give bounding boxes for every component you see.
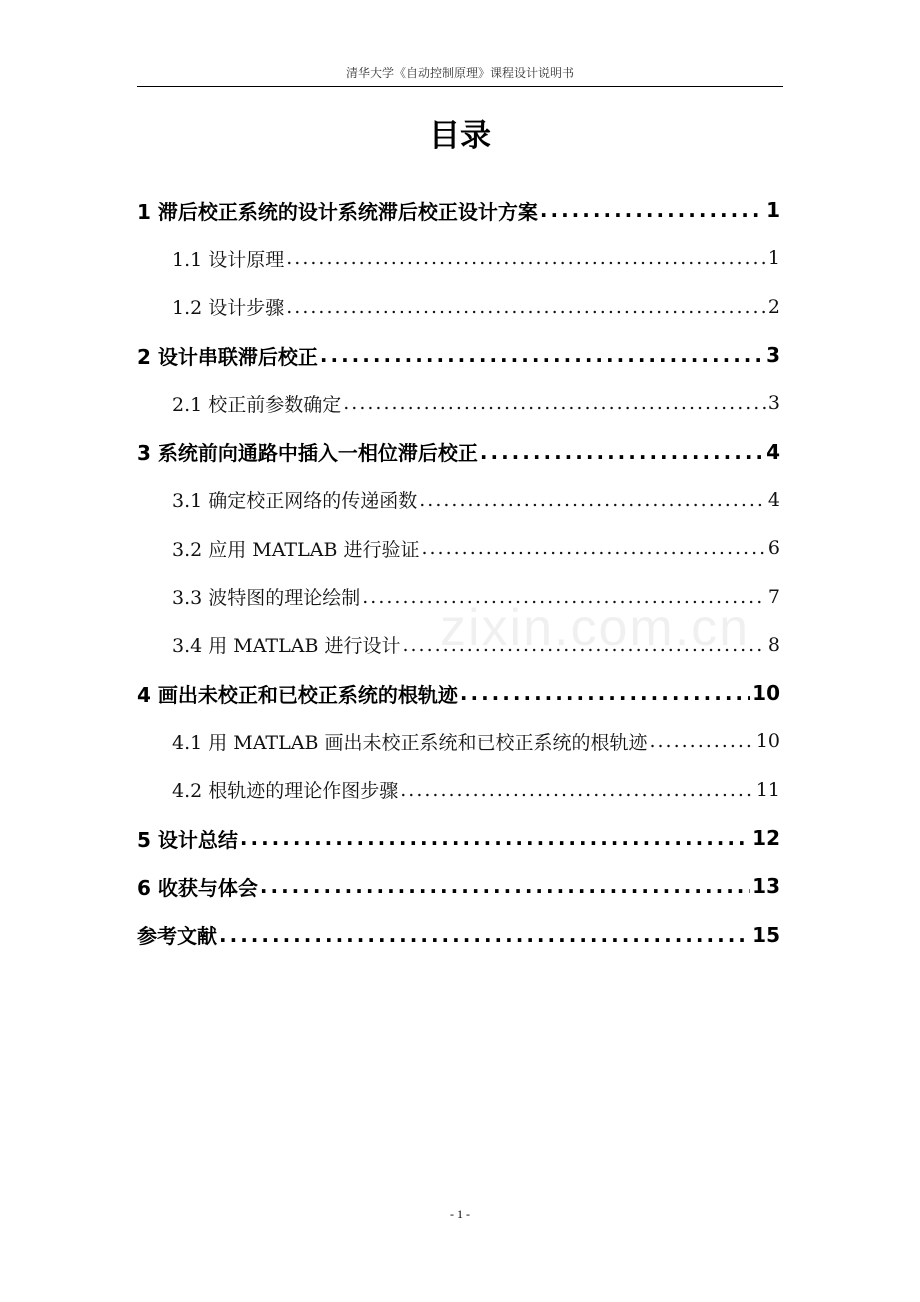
toc-section-entry[interactable] (137, 379, 780, 427)
toc-entry-label: 3.1 确定校正网络的传递函数 (172, 486, 419, 513)
toc-leader-dots (343, 392, 766, 414)
toc-leader-dots (649, 730, 753, 752)
toc-entry-page: 1 (767, 247, 780, 270)
toc-section-entry[interactable] (137, 524, 780, 572)
toc-entry-label: 4.1 用 MATLAB 画出未校正系统和已校正系统的根轨迹 (172, 728, 649, 755)
toc-title: 目录 (429, 118, 491, 154)
toc-entry-label: 4 画出未校正和已校正系统的根轨迹 (137, 679, 460, 708)
toc-chapter-entry[interactable] (137, 186, 780, 234)
toc-entry-label: 6 收获与体会 (137, 872, 260, 901)
toc-entry-page: 10 (755, 730, 780, 753)
toc-entry-label: 3.4 用 MATLAB 进行设计 (172, 631, 402, 658)
toc-leader-dots (460, 681, 750, 705)
toc-entry-page: 11 (755, 778, 780, 801)
toc-entry-page: 13 (752, 874, 780, 899)
toc-entry-page: 4 (766, 439, 780, 464)
toc-section-entry[interactable] (137, 766, 780, 814)
toc-entry-label: 参考文献 (137, 920, 219, 949)
toc-leader-dots (320, 343, 764, 367)
toc-leader-dots (419, 489, 766, 511)
toc-entry-label: 1.2 设计步骤 (172, 293, 286, 320)
toc-section-entry[interactable] (137, 621, 780, 669)
toc-entry-page: 8 (767, 633, 780, 656)
toc-section-entry[interactable] (137, 234, 780, 282)
toc-entry-label: 3.2 应用 MATLAB 进行验证 (172, 535, 421, 562)
toc-leader-dots (286, 247, 766, 269)
toc-entry-label: 2.1 校正前参数确定 (172, 390, 343, 417)
toc-entry-page: 3 (766, 343, 780, 368)
toc-entry-page: 7 (767, 585, 780, 608)
toc-chapter-entry[interactable] (137, 331, 780, 379)
toc-entry-label: 1 滞后校正系统的设计系统滞后校正设计方案 (137, 196, 540, 225)
toc-leader-dots (402, 634, 765, 656)
toc-entry-page: 4 (767, 488, 780, 511)
toc-entry-label: 2 设计串联滞后校正 (137, 341, 320, 370)
toc-leader-dots (480, 440, 764, 464)
toc-leader-dots (240, 826, 750, 850)
table-of-contents (137, 186, 780, 959)
toc-chapter-entry[interactable] (137, 910, 780, 958)
toc-entry-label: 3 系统前向通路中插入一相位滞后校正 (137, 437, 480, 466)
toc-section-entry[interactable] (137, 476, 780, 524)
toc-entry-page: 3 (767, 392, 780, 415)
toc-entry-page: 15 (752, 922, 780, 947)
toc-leader-dots (260, 874, 750, 898)
toc-chapter-entry[interactable] (137, 427, 780, 475)
toc-leader-dots (219, 923, 750, 947)
toc-chapter-entry[interactable] (137, 669, 780, 717)
toc-leader-dots (400, 779, 754, 801)
toc-section-entry[interactable] (137, 717, 780, 765)
toc-entry-page: 1 (766, 198, 780, 223)
toc-entry-label: 3.3 波特图的理论绘制 (172, 583, 362, 610)
toc-leader-dots (362, 586, 766, 608)
toc-entry-page: 10 (752, 681, 780, 706)
toc-section-entry[interactable] (137, 572, 780, 620)
toc-chapter-entry[interactable] (137, 862, 780, 910)
watermark: zixin.com.cn (440, 599, 751, 657)
toc-entry-label: 5 设计总结 (137, 824, 240, 853)
toc-entry-label: 1.1 设计原理 (172, 245, 286, 272)
toc-leader-dots (421, 537, 765, 559)
toc-entry-page: 6 (767, 537, 780, 560)
toc-leader-dots (286, 296, 766, 318)
toc-chapter-entry[interactable] (137, 814, 780, 862)
toc-entry-page: 2 (767, 295, 780, 318)
toc-leader-dots (540, 198, 764, 222)
toc-section-entry[interactable] (137, 283, 780, 331)
toc-entry-page: 12 (752, 826, 780, 850)
toc-entry-label: 4.2 根轨迹的理论作图步骤 (172, 776, 400, 803)
page-number: - 1 - (450, 1207, 470, 1221)
page-header: 清华大学《自动控制原理》课程设计说明书 (137, 60, 783, 87)
